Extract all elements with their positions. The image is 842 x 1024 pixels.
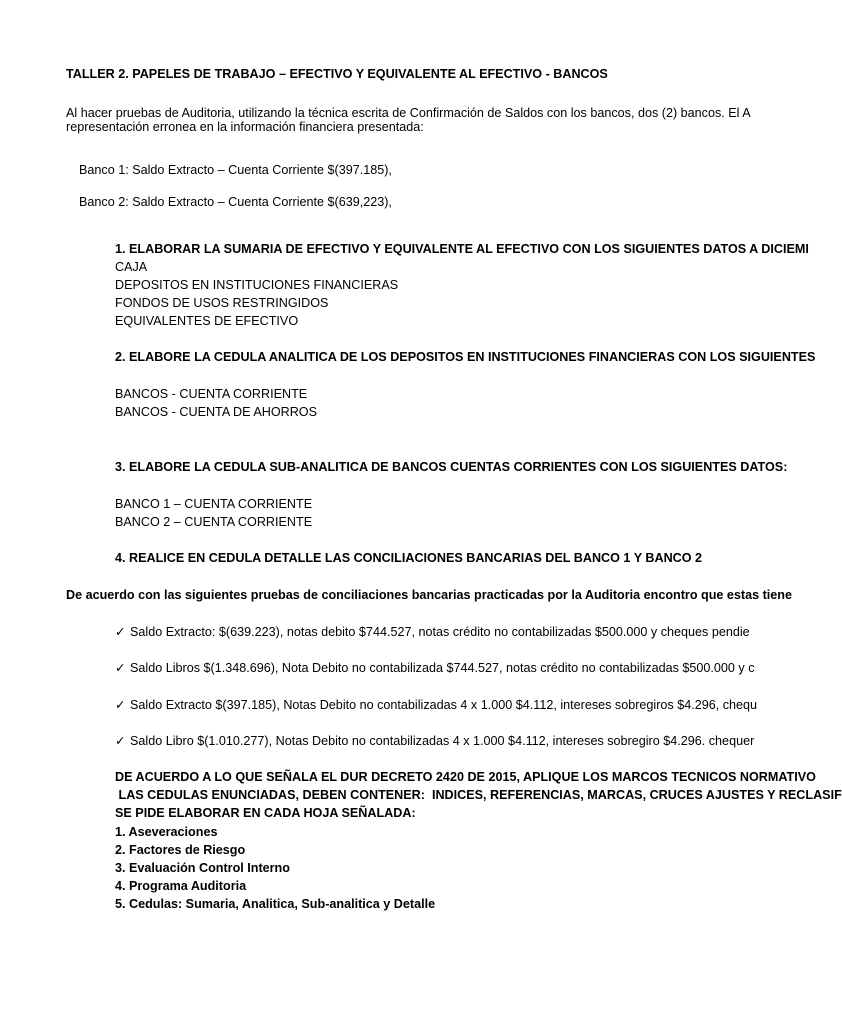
finding-text: Saldo Libro $(1.010.277), Notas Debito no contabilizadas 4 x 1.000 $4.112, intereses sobregiro $4.296. chequer: [130, 734, 755, 748]
finding-item: [115, 734, 754, 749]
findings-intro: De acuerdo con las siguientes pruebas de conciliaciones bancarias practicadas por la Auditoria encontro que estas tiene: [66, 588, 793, 602]
document-title: TALLER 2. PAPELES DE TRABAJO – EFECTIVO Y EQUIVALENTE AL EFECTIVO - BANCOS: [66, 67, 608, 81]
task-list-item: 1. Aseveraciones: [115, 825, 218, 839]
task-list-item: 2. Factores de Riesgo: [115, 843, 246, 857]
section-1-item: EQUIVALENTES DE EFECTIVO: [115, 314, 299, 328]
section-3-item: BANCO 1 – CUENTA CORRIENTE: [115, 497, 313, 511]
task-list-item: 4. Programa Auditoria: [115, 879, 247, 893]
section-1-item: DEPOSITOS EN INSTITUCIONES FINANCIERAS: [115, 278, 399, 292]
finding-text: Saldo Extracto: $(639.223), notas debito $744.527, notas crédito no contabilizadas $500.000 y cheques pendie: [130, 625, 750, 639]
intro-line-1: Al hacer pruebas de Auditoria, utilizando la técnica escrita de Confirmación de Saldos con los bancos, dos (2) bancos. El A: [66, 106, 751, 120]
check-icon: ✓: [115, 698, 126, 712]
check-icon: ✓: [115, 625, 126, 639]
finding-text: Saldo Extracto $(397.185), Notas Debito no contabilizadas 4 x 1.000 $4.112, intereses sobregiros $4.296, chequ: [130, 698, 758, 712]
section-1-item: FONDOS DE USOS RESTRINGIDOS: [115, 296, 329, 310]
check-icon: ✓: [115, 661, 126, 675]
closing-line-2: LAS CEDULAS ENUNCIADAS, DEBEN CONTENER: INDICES, REFERENCIAS, MARCAS, CRUCES AJUSTES Y RECLASIF: [115, 788, 842, 802]
task-list-item: 3. Evaluación Control Interno: [115, 861, 290, 875]
closing-line-3: SE PIDE ELABORAR EN CADA HOJA SEÑALADA:: [115, 806, 416, 820]
finding-item: [115, 625, 750, 640]
task-list-item: 5. Cedulas: Sumaria, Analitica, Sub-analitica y Detalle: [115, 897, 436, 911]
section-2-item: BANCOS - CUENTA CORRIENTE: [115, 387, 308, 401]
section-2-item: BANCOS - CUENTA DE AHORROS: [115, 405, 317, 419]
closing-line-1: DE ACUERDO A LO QUE SEÑALA EL DUR DECRETO 2420 DE 2015, APLIQUE LOS MARCOS TECNICOS NORMATIVO: [115, 770, 816, 784]
intro-line-2: representación erronea en la información financiera presentada:: [66, 120, 424, 134]
check-icon: ✓: [115, 734, 126, 748]
section-4-heading: 4. REALICE EN CEDULA DETALLE LAS CONCILIACIONES BANCARIAS DEL BANCO 1 Y BANCO 2: [115, 551, 703, 565]
section-1-item: CAJA: [115, 260, 148, 274]
finding-text: Saldo Libros $(1.348.696), Nota Debito no contabilizada $744.527, notas crédito no contabilizadas $500.000 y c: [130, 661, 755, 675]
finding-item: [115, 661, 755, 676]
section-1-heading: 1. ELABORAR LA SUMARIA DE EFECTIVO Y EQUIVALENTE AL EFECTIVO CON LOS SIGUIENTES DATOS A DICIEMI: [115, 242, 809, 256]
finding-item: [115, 698, 757, 713]
bank-2-balance: Banco 2: Saldo Extracto – Cuenta Corriente $(639,223),: [79, 195, 392, 209]
section-3-item: BANCO 2 – CUENTA CORRIENTE: [115, 515, 313, 529]
section-3-heading: 3. ELABORE LA CEDULA SUB-ANALITICA DE BANCOS CUENTAS CORRIENTES CON LOS SIGUIENTES DATOS:: [115, 460, 788, 474]
bank-1-balance: Banco 1: Saldo Extracto – Cuenta Corriente $(397.185),: [79, 163, 392, 177]
section-2-heading: 2. ELABORE LA CEDULA ANALITICA DE LOS DEPOSITOS EN INSTITUCIONES FINANCIERAS CON LOS SIGUIENTES: [115, 350, 816, 364]
